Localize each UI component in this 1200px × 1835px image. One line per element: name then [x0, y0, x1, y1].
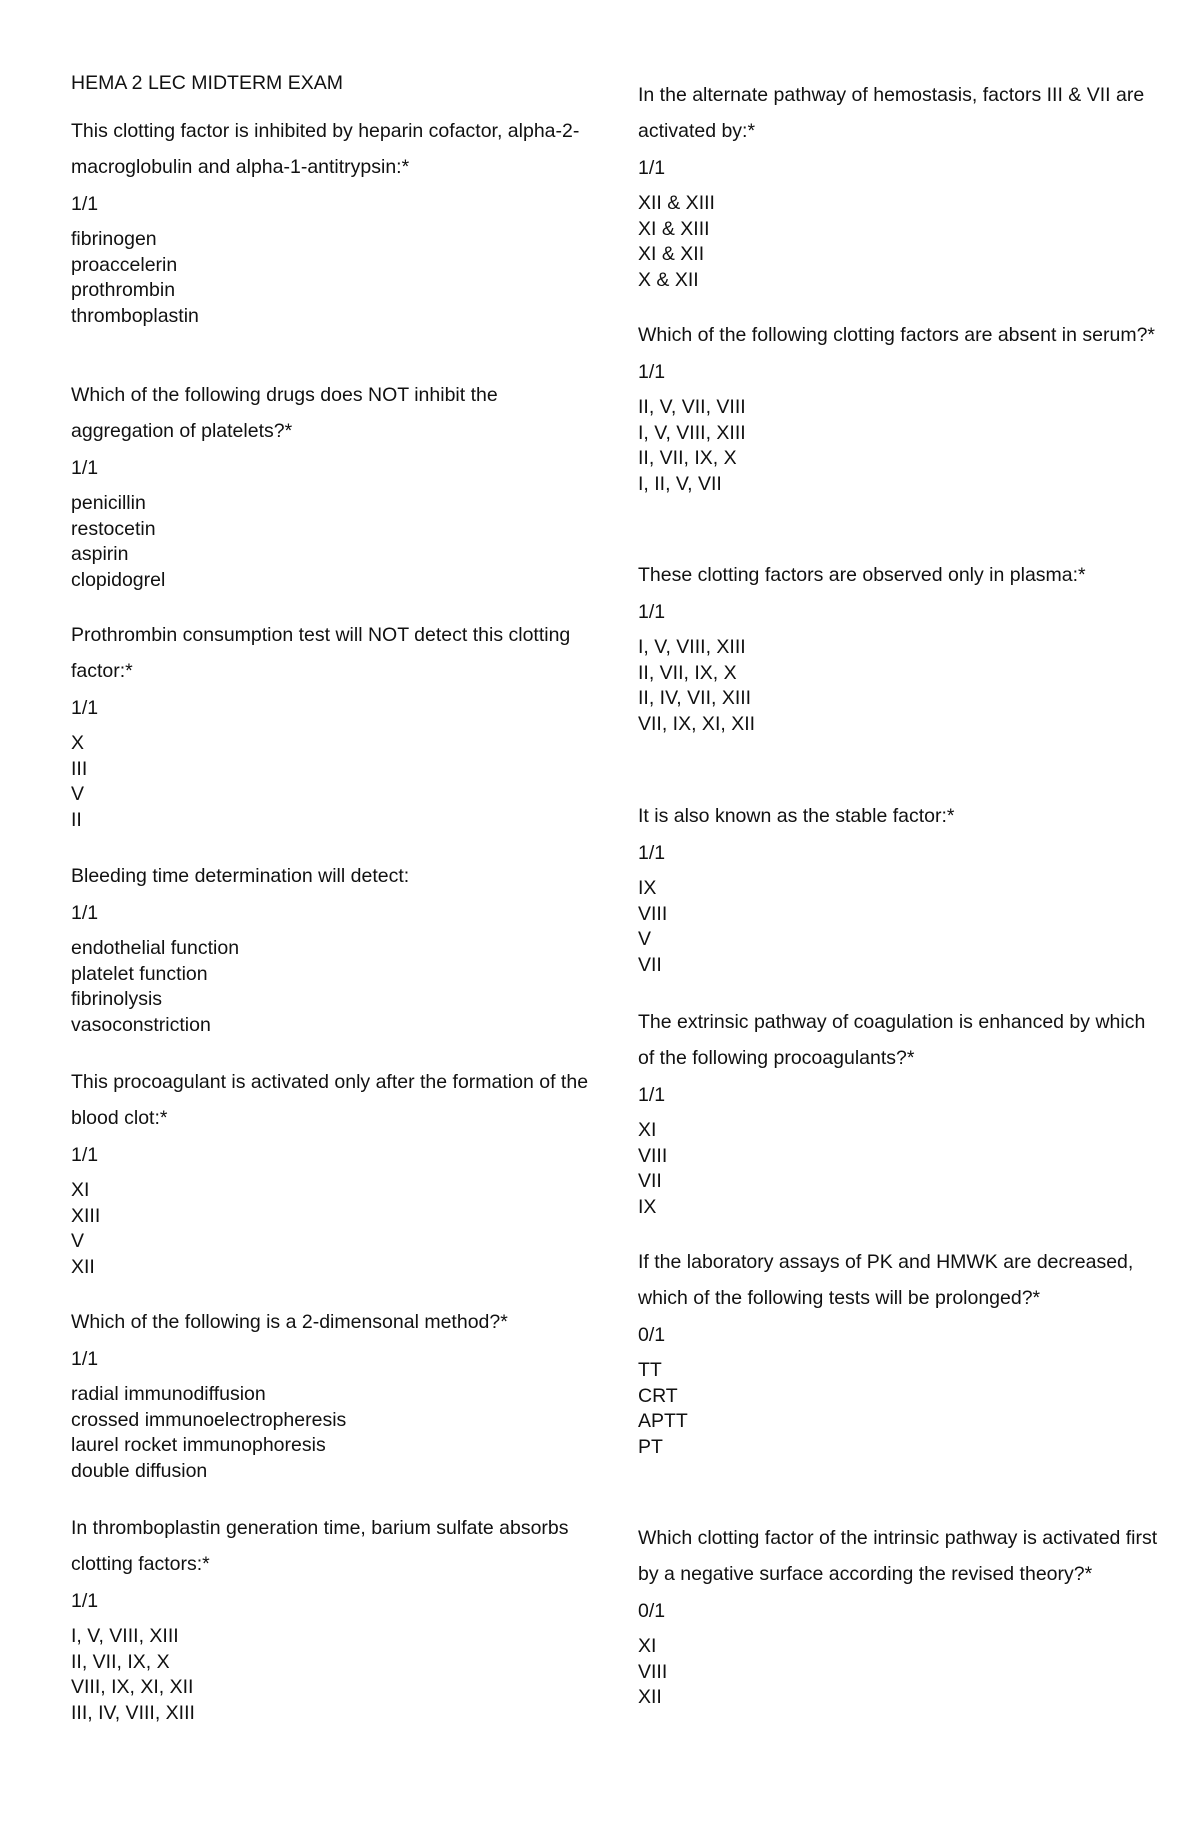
answer-option: aspirin — [71, 543, 129, 565]
question-prompt: These clotting factors are observed only in plasma:* — [638, 564, 1086, 586]
question-prompt: Which of the following clotting factors are absent in serum?* — [638, 324, 1156, 346]
option-list — [71, 1382, 591, 1484]
question-prompt: Bleeding time determination will detect: — [71, 865, 410, 887]
question-block — [638, 1004, 1158, 1220]
answer-option: clopidogrel — [71, 568, 166, 591]
question-prompt: This procoagulant is activated only after the formation of the blood clot:* — [71, 1071, 589, 1129]
question-block — [638, 77, 1158, 293]
answer-option: PT — [638, 1435, 663, 1458]
question-block — [638, 317, 1158, 497]
answer-option: XII & XIII — [638, 192, 715, 214]
question-prompt: Which of the following is a 2-dimensonal method?* — [71, 1311, 508, 1333]
question-block — [638, 1520, 1158, 1711]
option-list — [71, 491, 591, 593]
question-prompt: Prothrombin consumption test will NOT detect this clotting factor:* — [71, 624, 571, 682]
question-prompt: If the laboratory assays of PK and HMWK are decreased, which of the following tests will be prolonged?* — [638, 1251, 1134, 1309]
answer-option: penicillin — [71, 492, 146, 514]
answer-option: double diffusion — [71, 1459, 208, 1482]
question-block — [71, 617, 591, 833]
answer-option: VIII — [638, 1144, 668, 1167]
question-prompt: In thromboplastin generation time, barium sulfate absorbs clotting factors:* — [71, 1517, 569, 1575]
question-score: 1/1 — [71, 457, 99, 479]
answer-option: vasoconstriction — [71, 1013, 211, 1036]
answer-option: TT — [638, 1359, 662, 1381]
question-block — [71, 377, 591, 593]
answer-option: VII — [638, 953, 662, 976]
answer-option: II, VII, IX, X — [638, 661, 737, 684]
answer-option: II, VII, IX, X — [71, 1650, 170, 1673]
answer-option: IX — [638, 1195, 657, 1218]
answer-option: XI — [638, 1635, 657, 1657]
question-score: 1/1 — [71, 1348, 99, 1370]
answer-option: thromboplastin — [71, 304, 199, 327]
answer-option: VII — [638, 1170, 662, 1192]
question-score: 1/1 — [638, 601, 666, 623]
question-prompt: The extrinsic pathway of coagulation is enhanced by which of the following procoagulants?* — [638, 1011, 1146, 1069]
answer-option: CRT — [638, 1384, 678, 1407]
answer-option: XII — [71, 1255, 95, 1278]
question-block — [71, 858, 591, 1038]
option-list — [638, 1634, 1158, 1711]
question-score: 0/1 — [638, 1324, 666, 1346]
question-block — [638, 557, 1158, 737]
question-prompt: This clotting factor is inhibited by heparin cofactor, alpha-2-macroglobulin and alpha-1-antitrypsin:* — [71, 120, 580, 178]
answer-option: APTT — [638, 1410, 688, 1432]
answer-option: XI — [71, 1179, 90, 1201]
answer-option: II, V, VII, VIII — [638, 396, 746, 418]
option-list — [638, 876, 1158, 978]
option-list — [71, 731, 591, 833]
answer-option: fibrinogen — [71, 228, 157, 250]
answer-option: I, V, VIII, XIII — [638, 421, 746, 444]
question-block — [71, 1304, 591, 1484]
option-list — [638, 395, 1158, 497]
answer-option: XII — [638, 1686, 662, 1708]
answer-option: X — [71, 732, 85, 754]
option-list — [71, 1624, 591, 1726]
answer-option: I, II, V, VII — [638, 472, 722, 495]
answer-option: IX — [638, 877, 657, 899]
question-prompt: It is also known as the stable factor:* — [638, 805, 955, 827]
answer-option: I, V, VIII, XIII — [71, 1625, 179, 1647]
answer-option: XI — [638, 1119, 657, 1141]
answer-option: X & XII — [638, 268, 699, 291]
question-block — [71, 1064, 591, 1280]
option-list — [71, 1178, 591, 1280]
question-block — [638, 798, 1158, 978]
question-prompt: Which clotting factor of the intrinsic pathway is activated first by a negative surface according the revised theory?* — [638, 1527, 1158, 1585]
answer-option: III — [71, 757, 88, 780]
answer-option: platelet function — [71, 962, 208, 985]
question-score: 1/1 — [71, 902, 99, 924]
question-score: 1/1 — [71, 193, 99, 215]
question-prompt: Which of the following drugs does NOT inhibit the aggregation of platelets?* — [71, 384, 498, 442]
answer-option: V — [71, 783, 85, 805]
answer-option: proaccelerin — [71, 253, 178, 276]
answer-option: laurel rocket immunophoresis — [71, 1434, 326, 1456]
option-list — [638, 1358, 1158, 1460]
answer-option: VIII — [638, 902, 668, 925]
answer-option: VIII — [638, 1660, 668, 1683]
question-score: 1/1 — [638, 361, 666, 383]
answer-option: V — [638, 928, 652, 950]
answer-option: I, V, VIII, XIII — [638, 636, 746, 658]
answer-option: VIII, IX, XI, XII — [71, 1676, 194, 1698]
question-score: 1/1 — [71, 1590, 99, 1612]
question-score: 1/1 — [638, 1084, 666, 1106]
page-title: HEMA 2 LEC MIDTERM EXAM — [71, 72, 343, 94]
answer-option: V — [71, 1230, 85, 1252]
answer-option: II, IV, VII, XIII — [638, 687, 752, 709]
answer-option: II, VII, IX, X — [638, 447, 737, 469]
answer-option: crossed immunoelectropheresis — [71, 1408, 347, 1431]
answer-option: VII, IX, XI, XII — [638, 712, 756, 735]
answer-option: prothrombin — [71, 279, 176, 301]
answer-option: III, IV, VIII, XIII — [71, 1701, 195, 1724]
question-score: 1/1 — [638, 157, 666, 179]
answer-option: XI & XII — [638, 243, 705, 265]
option-list — [71, 227, 591, 329]
answer-option: XIII — [71, 1204, 101, 1227]
option-list — [638, 635, 1158, 737]
option-list — [71, 936, 591, 1038]
answer-option: II — [71, 808, 82, 831]
question-score: 1/1 — [638, 842, 666, 864]
answer-option: fibrinolysis — [71, 988, 163, 1010]
option-list — [638, 1118, 1158, 1220]
answer-option: restocetin — [71, 517, 156, 540]
option-list — [638, 191, 1158, 293]
question-block — [638, 1244, 1158, 1460]
answer-option: radial immunodiffusion — [71, 1383, 266, 1405]
question-score: 0/1 — [638, 1600, 666, 1622]
question-score: 1/1 — [71, 1144, 99, 1166]
question-block — [71, 1510, 591, 1726]
answer-option: endothelial function — [71, 937, 240, 959]
question-score: 1/1 — [71, 697, 99, 719]
question-block — [71, 113, 591, 329]
answer-option: XI & XIII — [638, 217, 710, 240]
question-prompt: In the alternate pathway of hemostasis, factors III & VII are activated by:* — [638, 84, 1145, 142]
